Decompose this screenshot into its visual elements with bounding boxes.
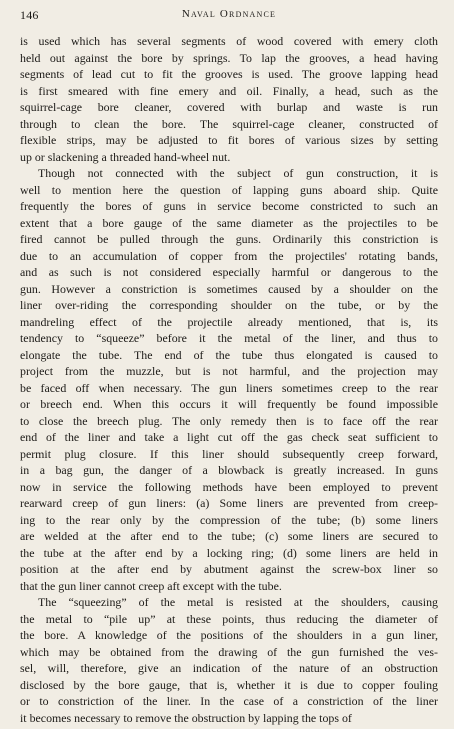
text-line: to close the breech plug. The only remedy then is to face off the rear	[20, 413, 438, 428]
text-line: the metal to “pile up” at these points, thus reducing the diameter of	[20, 611, 438, 626]
text-line: position at the after end by abutment against the screw-box liner so	[20, 562, 438, 576]
text-line: frequently the bores of guns in service become constricted to such an	[20, 199, 438, 213]
body-text	[20, 33, 438, 726]
text-line: be faced off when necessary. The gun liners sometimes creep to the rear	[20, 380, 438, 395]
text-line: sel, will, therefore, give an indication of the nature of an obstruction	[20, 661, 438, 675]
text-line: rearward creep of gun liners: (a) Some liners are prevented from creep-	[20, 496, 438, 510]
text-line: tendency to “squeeze” before it the metal of the liner, and thus to	[20, 331, 438, 345]
text-line: ing to the rear only by the compression of the tube; (b) some liners	[20, 512, 438, 527]
text-line: are welded at the after end to the tube; (c) some liners are secured to	[20, 529, 438, 543]
text-line: is first smeared with fine emery and oil. Finally, a head, such as the	[20, 83, 438, 98]
text-line: liner over-riding the corresponding shoulder on the tube, or by the	[20, 298, 438, 312]
text-line: which may be obtained from the drawing of the gun furnished the ves-	[20, 644, 438, 659]
page-header	[20, 8, 438, 24]
paragraph	[20, 165, 438, 594]
text-line: or to constriction of the liner. In the case of a constriction of the liner	[20, 694, 438, 708]
text-line: flexible strips, may be adjusted to fit bores of various sizes by setting	[20, 133, 438, 147]
paragraph	[20, 594, 438, 726]
text-line: the tube at the after end by a locking ring; (d) some liners are held in	[20, 545, 438, 560]
text-line: in a bag gun, the danger of a blowback is greatly increased. In guns	[20, 463, 438, 477]
text-line: segments of lead cut to fit the grooves is used. The groove lapping head	[20, 67, 438, 81]
text-line: held out against the bore by springs. To lap the grooves, a head having	[20, 50, 438, 65]
text-line: mandreling effect of the projectile already mentioned, that is, its	[20, 314, 438, 329]
text-line: that the gun liner cannot creep aft except with the tube.	[20, 578, 282, 593]
text-line: well to mention here the question of lapping guns aboard ship. Quite	[20, 182, 438, 197]
running-head: Naval Ordnance	[181, 8, 277, 20]
paragraph	[20, 33, 438, 165]
text-line: extent that a bore gauge of the same diameter as the projectiles to be	[20, 215, 438, 230]
text-line: or breech end. When this occurs it will frequently be found impossible	[20, 397, 438, 411]
text-line: Though not connected with the subject of gun construction, it is	[38, 166, 438, 180]
text-line: is used which has several segments of wood covered with emery cloth	[20, 34, 438, 48]
text-line: gun. However a constriction is sometimes caused by a shoulder on the	[20, 281, 438, 296]
text-line: disclosed by the bore gauge, that is, whether it is due to copper fouling	[20, 677, 438, 692]
text-line: it becomes necessary to remove the obstruction by lapping the tops of	[20, 710, 352, 725]
text-line: up or slackening a threaded hand-wheel nut.	[20, 149, 231, 164]
text-line: and as such is not considered especially harmful or dangerous to the	[20, 265, 438, 279]
text-line: The “squeezing” of the metal is resisted at the shoulders, causing	[38, 595, 438, 609]
text-line: now in service the following methods have been employed to prevent	[20, 479, 438, 494]
text-line: the bore. A knowledge of the positions of the shoulders in a gun liner,	[20, 628, 438, 642]
text-line: due to an accumulation of copper from the projectiles' rotating bands,	[20, 248, 438, 263]
page-number: 146	[20, 8, 39, 22]
text-line: end of the liner and take a light cut off the gas check seat sufficient to	[20, 430, 438, 444]
text-line: project from the muzzle, but is not harmful, and the projection may	[20, 364, 438, 378]
text-line: fired cannot be pulled through the guns. Ordinarily this constriction is	[20, 232, 438, 246]
text-line: squirrel-cage bore cleaner, covered with burlap and waste is run	[20, 100, 438, 114]
text-line: permit plug closure. If this liner should subsequently creep forward,	[20, 446, 438, 461]
text-line: through to clean the bore. The squirrel-cage cleaner, constructed of	[20, 116, 438, 131]
text-line: elongate the tube. The end of the tube thus elongated is caused to	[20, 347, 438, 362]
